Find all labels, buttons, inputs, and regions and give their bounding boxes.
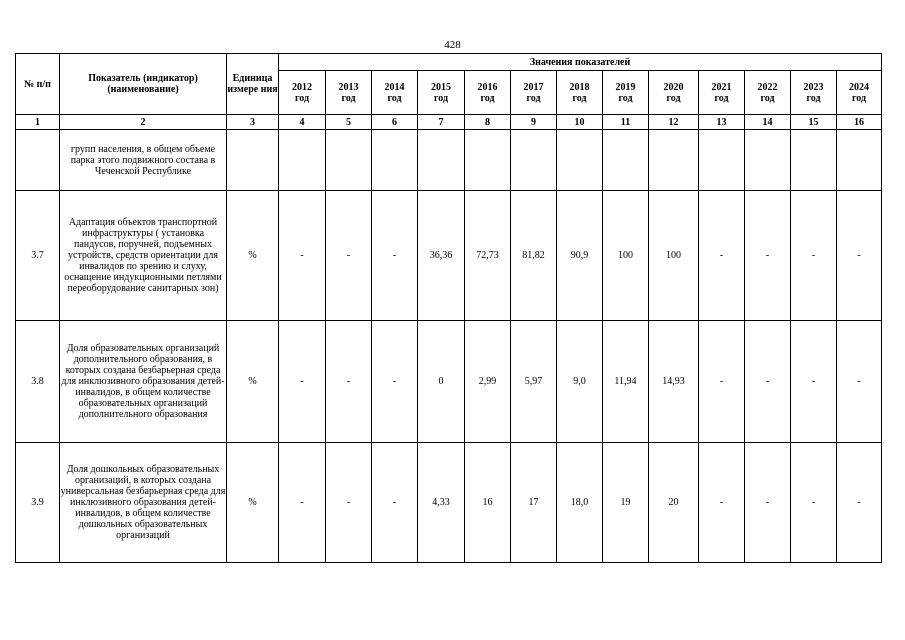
row-value: - — [279, 321, 326, 443]
header-year-suffix: год — [526, 92, 541, 104]
column-number: 4 — [279, 115, 326, 130]
column-number: 12 — [649, 115, 699, 130]
header-year-suffix: год — [714, 92, 729, 104]
row-value — [745, 130, 791, 191]
row-value: 20 — [649, 443, 699, 563]
column-number: 8 — [465, 115, 511, 130]
row-value: 100 — [649, 191, 699, 321]
row-value: 36,36 — [418, 191, 465, 321]
row-indicator: Адаптация объектов транспортной инфраструктуры ( установка пандусов, поручней, подъемных устройств, средств ориентации для инвалидов по зрению и слуху, оснащение индукционными петлями переоборудование санитарных зон) — [60, 191, 227, 321]
table-body — [16, 130, 882, 563]
header-indicator: Показатель (индикатор) (наименование) — [60, 54, 227, 115]
row-value: 100 — [603, 191, 649, 321]
page-number: 428 — [444, 39, 461, 51]
table-row — [16, 443, 882, 563]
column-number: 15 — [791, 115, 837, 130]
row-value — [603, 130, 649, 191]
header-year-suffix: год — [294, 92, 310, 104]
row-value: - — [699, 443, 745, 563]
row-value: - — [791, 443, 837, 563]
header-year-suffix: год — [760, 92, 775, 104]
header-values: Значения показателей — [279, 54, 882, 71]
row-value: - — [372, 321, 418, 443]
row-value: 16 — [465, 443, 511, 563]
row-value: - — [372, 443, 418, 563]
header-year-suffix: год — [341, 92, 356, 104]
header-year-number: 2015 — [431, 81, 451, 93]
column-number: 2 — [60, 115, 227, 130]
table-row — [16, 130, 882, 191]
column-number: 1 — [16, 115, 60, 130]
column-number: 3 — [227, 115, 279, 130]
row-value: - — [699, 191, 745, 321]
table-row — [16, 321, 882, 443]
row-value: - — [791, 321, 837, 443]
row-value: - — [745, 321, 791, 443]
column-number: 14 — [745, 115, 791, 130]
column-number: 11 — [603, 115, 649, 130]
header-year-suffix: год — [852, 92, 867, 104]
row-unit: % — [227, 321, 279, 443]
row-value: 81,82 — [511, 191, 557, 321]
row-value — [791, 130, 837, 191]
column-number: 10 — [557, 115, 603, 130]
row-value: - — [279, 191, 326, 321]
header-year-number: 2021 — [711, 81, 732, 93]
row-value — [511, 130, 557, 191]
row-value — [557, 130, 603, 191]
header-year-suffix: год — [480, 92, 495, 104]
row-value: - — [372, 191, 418, 321]
row-unit: % — [227, 191, 279, 321]
row-indicator: Доля дошкольных образовательных организаций, в которых создана универсальная безбарьерная среда для инклюзивного образования детей-инвалидов, в общем количестве дошкольных образовательных организаций — [60, 443, 227, 563]
row-number — [16, 130, 60, 191]
header-year-number: 2014 — [384, 81, 405, 93]
header-year — [649, 71, 699, 115]
row-value: - — [837, 443, 882, 563]
row-value — [465, 130, 511, 191]
row-indicator: Доля образовательных организаций дополнительного образования, в которых создана безбарьерная среда для инклюзивного образования детей-инвалидов, в общем количестве образовательных организаций дополнительного образования — [60, 321, 227, 443]
header-year-number: 2017 — [523, 81, 544, 93]
row-value — [326, 130, 372, 191]
header-year-suffix: год — [806, 92, 821, 104]
header-year-number: 2023 — [803, 81, 824, 93]
header-year-number: 2018 — [569, 81, 590, 93]
column-number: 13 — [699, 115, 745, 130]
row-value — [279, 130, 326, 191]
row-value: 9,0 — [557, 321, 603, 443]
header-year-number: 2013 — [338, 81, 359, 93]
header-year — [465, 71, 511, 115]
row-value — [649, 130, 699, 191]
table-row — [16, 191, 882, 321]
header-year-suffix: год — [387, 92, 402, 104]
header-year — [279, 71, 326, 115]
row-value: - — [837, 321, 882, 443]
row-value: - — [745, 443, 791, 563]
table-header — [16, 54, 882, 130]
row-value — [372, 130, 418, 191]
row-value: 4,33 — [418, 443, 465, 563]
column-number: 5 — [326, 115, 372, 130]
header-year-suffix: год — [618, 92, 633, 104]
row-number: 3.8 — [16, 321, 60, 443]
column-number: 6 — [372, 115, 418, 130]
row-value: 19 — [603, 443, 649, 563]
header-year — [372, 71, 418, 115]
row-value: - — [745, 191, 791, 321]
row-value: 18,0 — [557, 443, 603, 563]
header-year — [791, 71, 837, 115]
row-value: 5,97 — [511, 321, 557, 443]
row-indicator: групп населения, в общем объеме парка этого подвижного состава в Чеченской Республике — [60, 130, 227, 191]
row-value: 17 — [511, 443, 557, 563]
row-value: - — [326, 321, 372, 443]
header-year-number: 2019 — [615, 81, 636, 93]
row-value: 11,94 — [603, 321, 649, 443]
header-year-number: 2022 — [757, 81, 778, 93]
row-value: 14,93 — [649, 321, 699, 443]
header-year-number: 2020 — [663, 81, 684, 93]
row-value — [837, 130, 882, 191]
row-value — [418, 130, 465, 191]
column-number: 7 — [418, 115, 465, 130]
column-number: 16 — [837, 115, 882, 130]
row-value: 72,73 — [465, 191, 511, 321]
column-numbers-row — [16, 115, 882, 130]
row-number: 3.9 — [16, 443, 60, 563]
header-year — [511, 71, 557, 115]
header-year — [603, 71, 649, 115]
header-year-number: 2012 — [292, 81, 312, 93]
row-value — [699, 130, 745, 191]
header-year-number: 2024 — [849, 81, 870, 93]
header-num: № п/п — [16, 54, 60, 115]
column-number: 9 — [511, 115, 557, 130]
header-year — [837, 71, 882, 115]
row-value: - — [791, 191, 837, 321]
row-unit: % — [227, 443, 279, 563]
row-value: - — [326, 443, 372, 563]
header-year-suffix: год — [433, 92, 449, 104]
header-year — [745, 71, 791, 115]
header-year — [557, 71, 603, 115]
row-value: 2,99 — [465, 321, 511, 443]
row-value: 90,9 — [557, 191, 603, 321]
row-value: 0 — [418, 321, 465, 443]
row-value: - — [326, 191, 372, 321]
header-year-suffix: год — [572, 92, 587, 104]
row-value: - — [279, 443, 326, 563]
header-year-suffix: год — [666, 92, 681, 104]
row-unit — [227, 130, 279, 191]
header-year-number: 2016 — [477, 81, 498, 93]
header-year — [699, 71, 745, 115]
header-year — [418, 71, 465, 115]
indicators-table — [15, 53, 882, 563]
row-number: 3.7 — [16, 191, 60, 321]
header-year — [326, 71, 372, 115]
row-value: - — [699, 321, 745, 443]
row-value: - — [837, 191, 882, 321]
header-unit: Единица измере ния — [227, 54, 279, 115]
